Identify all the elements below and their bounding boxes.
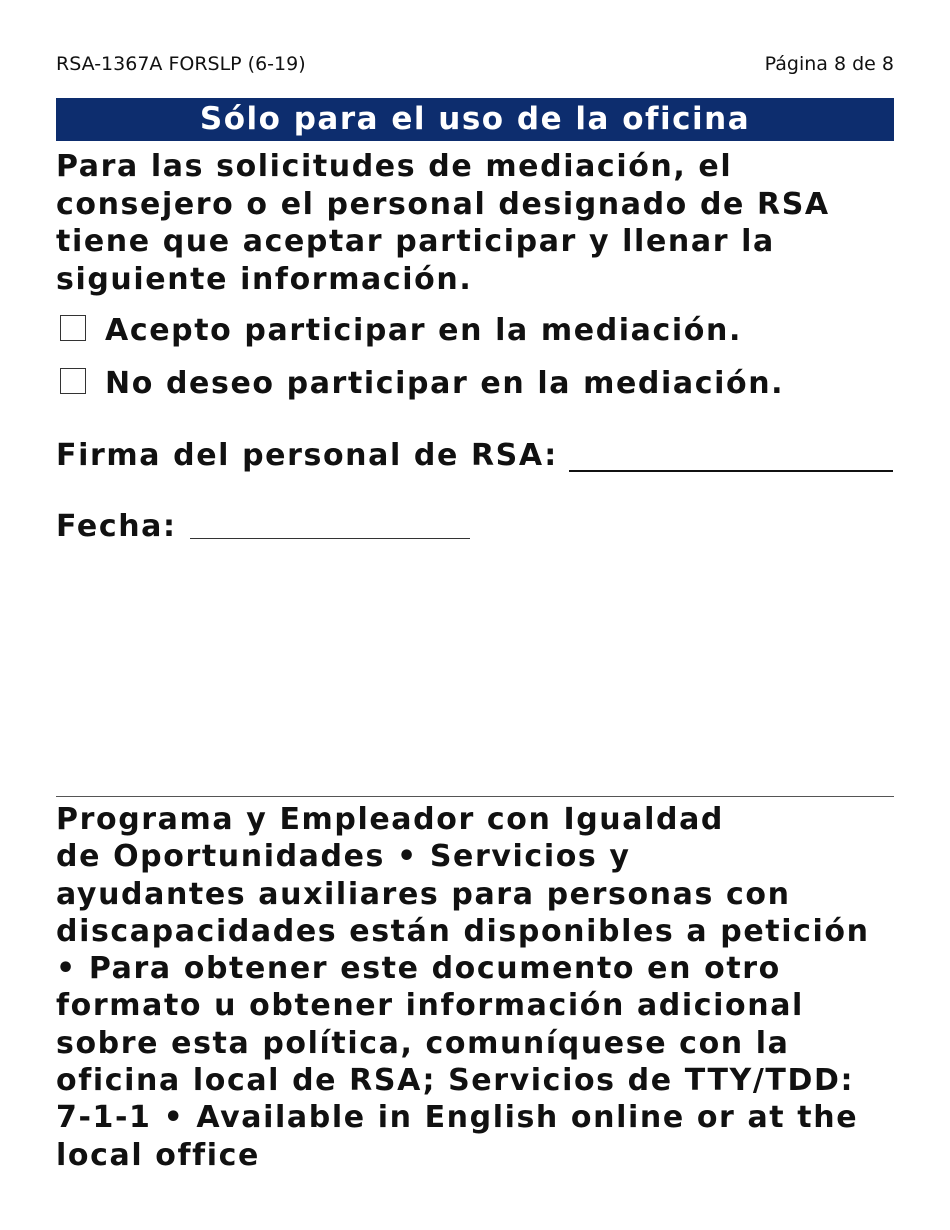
signature-field[interactable]	[569, 470, 893, 472]
notice-line: Programa y Empleador con Igualdad	[56, 802, 724, 837]
notice-line: oficina local de RSA; Servicios de TTY/TDD:	[56, 1063, 855, 1099]
notice-line: local office	[56, 1137, 260, 1173]
option-decline-mediation	[56, 365, 894, 401]
accept-mediation-checkbox[interactable]	[60, 315, 86, 341]
notice-line: discapacidades están disponibles a petición	[56, 913, 870, 949]
decline-mediation-label: No deseo participar en la mediación.	[105, 366, 785, 401]
office-use-banner: Sólo para el uso de la oficina	[56, 98, 894, 141]
accept-mediation-label: Acepto participar en la mediación.	[105, 313, 742, 348]
notice-line: ayudantes auxiliares para personas con	[56, 876, 791, 912]
date-label: Fecha:	[56, 509, 177, 544]
footer-divider	[56, 796, 894, 797]
notice-line: 7-1-1 • Available in English online or at the	[56, 1100, 859, 1136]
instruction-line: Para las solicitudes de mediación, el	[56, 149, 733, 184]
notice-line: • Para obtener este documento en otro	[56, 951, 781, 987]
instruction-line: tiene que aceptar participar y llenar la	[56, 224, 775, 259]
date-field[interactable]	[190, 538, 470, 539]
notice-line: de Oportunidades • Servicios y	[56, 839, 631, 875]
mediation-instructions	[56, 148, 886, 298]
instruction-line: siguiente información.	[56, 261, 473, 297]
instruction-line: consejero o el personal designado de RSA	[56, 186, 830, 222]
notice-line: formato u obtener información adicional	[56, 988, 804, 1024]
equal-opportunity-notice	[56, 801, 894, 1174]
decline-mediation-checkbox[interactable]	[60, 368, 86, 394]
option-accept-mediation	[56, 312, 894, 348]
page-indicator: Página 8 de 8	[764, 53, 894, 75]
notice-line: sobre esta política, comuníquese con la	[56, 1025, 790, 1061]
signature-label: Firma del personal de RSA:	[56, 438, 558, 473]
form-code: RSA-1367A FORSLP (6-19)	[56, 53, 306, 75]
